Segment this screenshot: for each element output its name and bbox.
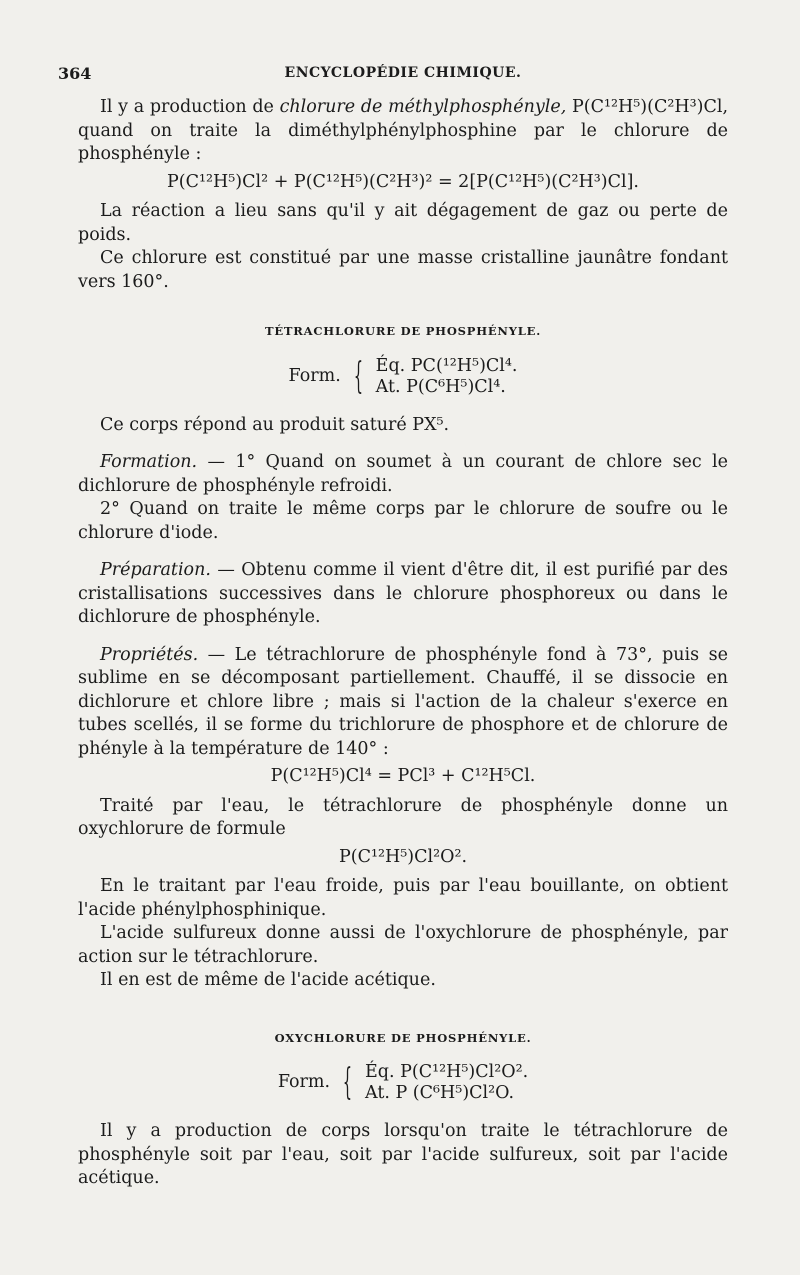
formula-equivalent: Éq. PC(¹²H⁵)Cl⁴. [375,355,518,376]
equation-3: P(C¹²H⁵)Cl²O². [338,846,468,867]
acetique-paragraph: Il en est de même de l'acide acétique. [100,970,436,990]
preparation-label: Préparation. [100,560,211,580]
equation-2: P(C¹²H⁵)Cl⁴ = PCl³ + C¹²H⁵Cl. [270,766,536,786]
intro-paragraph: Il y a production de chlorure de méthylphosphényle, P(C¹²H⁵)(C²H³)Cl, quand on traite la diméthylphénylphosphine par le chlorure de phosphényle : [78,97,729,164]
formula-block-tetrachlorure [78,356,728,398]
form-label: Form. [288,365,341,386]
formation-paragraph-2: 2° Quand on traite le même corps par le chlorure de soufre ou le chlorure d'iode. [78,499,728,543]
brace-icon: { [353,355,363,397]
page [58,62,729,1191]
formula-equivalent: Éq. P(C¹²H⁵)Cl²O². [364,1062,529,1082]
formula-atomic: At. P (C⁶H⁵)Cl²O. [364,1083,515,1103]
proprietes-label: Propriétés. [100,644,199,665]
page-number: 364 [58,64,92,83]
form-label: Form. [277,1072,331,1093]
sulfureux-paragraph: L'acide sulfureux donne aussi de l'oxychlorure de phosphényle, par action sur le tétrachlorure. [78,923,728,967]
acide-paragraph: En le traitant par l'eau froide, puis par l'eau bouillante, on obtient l'acide phénylphosphinique. [78,876,728,920]
running-head [58,62,728,88]
equation-1: P(C¹²H⁵)Cl² + P(C¹²H⁵)(C²H³)² = 2[P(C¹²H⁵)(C²H³)Cl]. [167,171,639,192]
running-title: ENCYCLOPÉDIE CHIMIQUE. [284,65,522,81]
sature-paragraph: Ce corps répond au produit saturé PX⁵. [100,414,450,435]
compound-term: chlorure de méthylphosphényle, [279,97,567,117]
section-title-oxychlorure: OXYCHLORURE DE PHOSPHÉNYLE. [274,1030,532,1045]
formula-atomic: At. P(C⁶H⁵)Cl⁴. [375,376,506,397]
formula-block-oxychlorure [78,1062,728,1104]
formation-label: Formation. [100,452,198,472]
proprietes-paragraph: Propriétés. — Le tétrachlorure de phosphényle fond à 73°, puis se sublime en se décomposant partiellement. Chauffé, il se dissocie en dichlorure et chlore libre ; mais si l'action de la chaleur s'exerce en tubes scellés, il se forme du trichlorure de phosphore et de chlorure de phényle à la température de 140° : [78,644,728,759]
preparation-paragraph: Préparation. — Obtenu comme il vient d'être dit, il est purifié par des cristallisations successives dans le chlorure phosphoreux ou dans le dichlorure de phosphényle. [78,560,728,627]
chlorure-paragraph: Ce chlorure est constitué par une masse cristalline jaunâtre fondant vers 160°. [78,248,728,292]
formation-paragraph: Formation. — 1° Quand on soumet à un courant de chlore sec le dichlorure de phosphényle refroidi. [78,452,728,496]
section-title-tetrachlorure: TÉTRACHLORURE DE PHOSPHÉNYLE. [264,324,542,338]
final-paragraph: Il y a production de corps lorsqu'on traite le tétrachlorure de phosphényle soit par l'eau, soit par l'acide sulfureux, soit par l'acide acétique. [78,1121,728,1188]
eau-paragraph: Traité par l'eau, le tétrachlorure de phosphényle donne un oxychlorure de formule [78,795,728,839]
brace-icon: { [342,1062,353,1103]
reaction-paragraph: La réaction a lieu sans qu'il y ait dégagement de gaz ou perte de poids. [78,201,728,245]
